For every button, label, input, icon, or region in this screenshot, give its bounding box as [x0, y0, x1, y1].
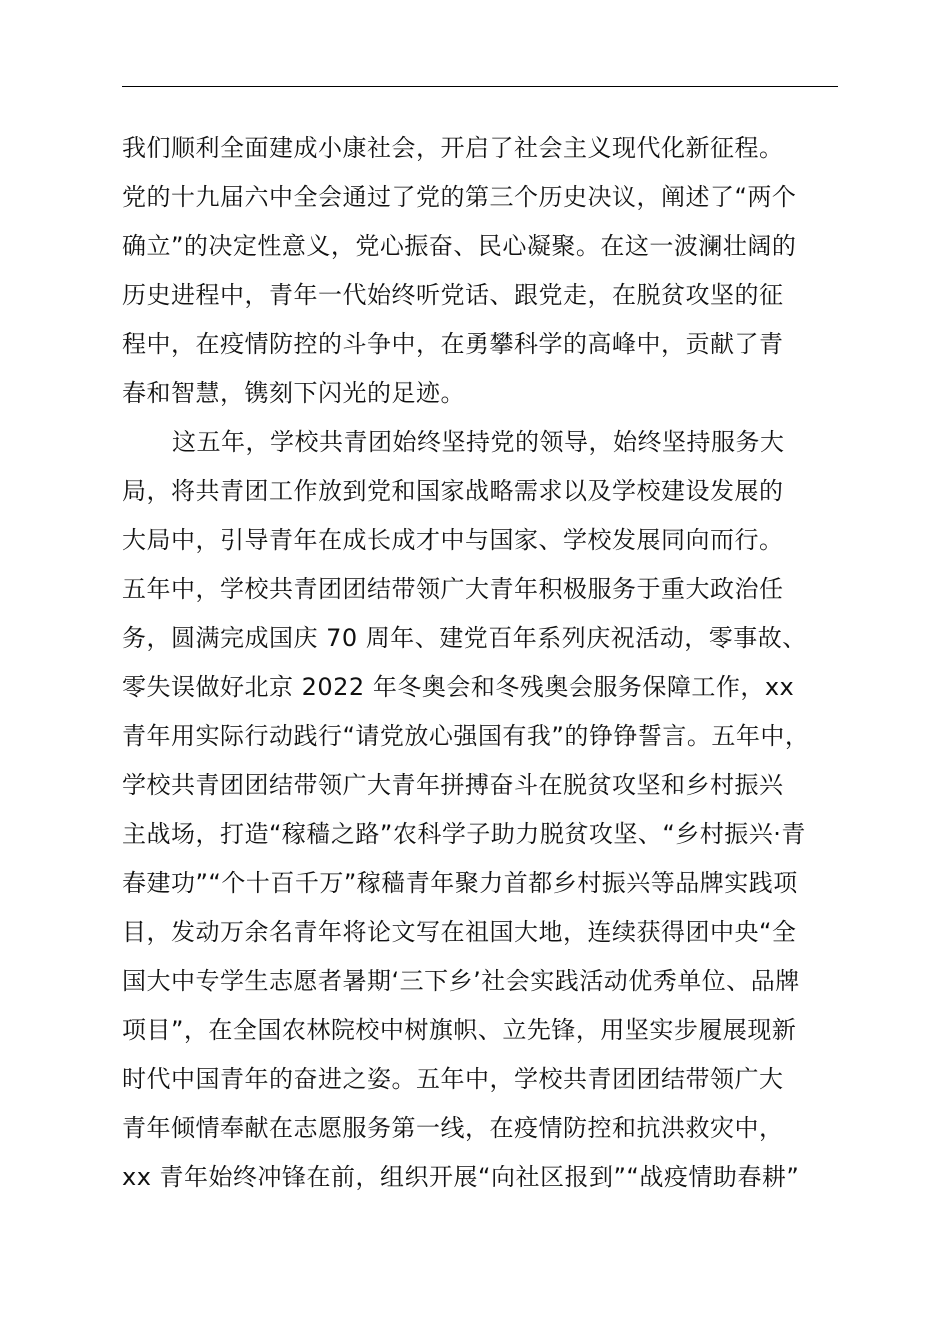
text-line: 春建功”“个十百千万”稼穑青年聚力首都乡村振兴等品牌实践项	[122, 869, 798, 897]
text-line: 历史进程中，青年一代始终听党话、跟党走，在脱贫攻坚的征	[122, 281, 784, 309]
text-line: 青年用实际行动践行“请党放心强国有我”的铮铮誓言。五年中，	[122, 722, 810, 750]
text-line: 国大中专学生志愿者暑期‘三下乡’社会实践活动优秀单位、品牌	[122, 967, 800, 995]
text-line: 主战场，打造“稼穑之路”农科学子助力脱贫攻坚、“乡村振兴·青	[122, 820, 806, 848]
text-line: 项目”，在全国农林院校中树旗帜、立先锋，用坚实步履展现新	[122, 1016, 797, 1044]
text-line: 局，将共青团工作放到党和国家战略需求以及学校建设发展的	[122, 477, 784, 505]
header-rule	[122, 86, 838, 87]
text-line: 零失误做好北京 2022 年冬奥会和冬残奥会服务保障工作，xx	[122, 673, 795, 701]
text-line: 程中，在疫情防控的斗争中，在勇攀科学的高峰中，贡献了青	[122, 330, 784, 358]
paragraph-start-line: 这五年，学校共青团始终坚持党的领导，始终坚持服务大	[172, 428, 785, 456]
text-line: 大局中，引导青年在成长成才中与国家、学校发展同向而行。	[122, 526, 784, 554]
text-line: 我们顺利全面建成小康社会，开启了社会主义现代化新征程。	[122, 134, 784, 162]
text-line: 春和智慧，镌刻下闪光的足迹。	[122, 379, 465, 407]
text-line: xx 青年始终冲锋在前，组织开展“向社区报到”“战疫情助春耕”	[122, 1163, 800, 1191]
body-text	[122, 124, 882, 1202]
text-line: 务，圆满完成国庆 70 周年、建党百年系列庆祝活动，零事故、	[122, 624, 807, 652]
text-line: 五年中，学校共青团团结带领广大青年积极服务于重大政治任	[122, 575, 784, 603]
text-line: 党的十九届六中全会通过了党的第三个历史决议，阐述了“两个	[122, 183, 797, 211]
text-line: 青年倾情奉献在志愿服务第一线，在疫情防控和抗洪救灾中，	[122, 1114, 784, 1142]
text-line: 确立”的决定性意义，党心振奋、民心凝聚。在这一波澜壮阔的	[122, 232, 797, 260]
text-line: 目，发动万余名青年将论文写在祖国大地，连续获得团中央“全	[122, 918, 797, 946]
text-line: 时代中国青年的奋进之姿。五年中，学校共青团团结带领广大	[122, 1065, 784, 1093]
text-line: 学校共青团团结带领广大青年拼搏奋斗在脱贫攻坚和乡村振兴	[122, 771, 784, 799]
